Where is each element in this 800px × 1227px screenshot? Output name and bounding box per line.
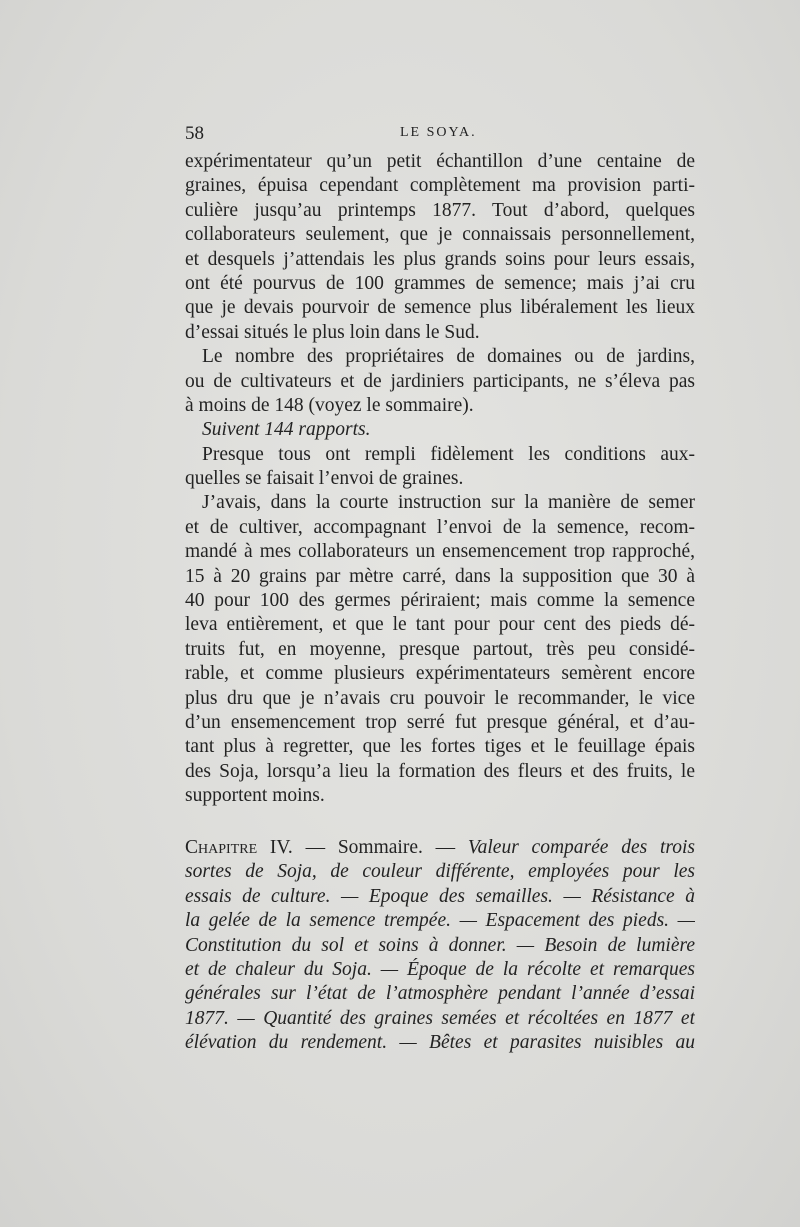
- text-line: Le nombre des propriétaires de domaines ou de jardins,: [202, 346, 695, 368]
- text-line: ont été pourvus de 100 grammes de semence; mais j’ai cru: [185, 272, 695, 294]
- text-line: à moins de 148 (voyez le sommaire).: [185, 394, 474, 416]
- text-line: collaborateurs seulement, que je connaissais personnellement,: [185, 224, 695, 246]
- text-line: tant plus à regretter, que les fortes tiges et le feuillage épais: [185, 736, 695, 758]
- text-line: J’avais, dans la courte instruction sur la manière de semer: [202, 492, 695, 514]
- text-line: des Soja, lorsqu’a lieu la formation des fleurs et des fruits, le: [185, 760, 695, 782]
- text-line: Suivent 144 rapports.: [202, 419, 371, 441]
- page-number: 58: [185, 123, 204, 144]
- text-line: graines, épuisa cependant complètement ma provision parti-: [185, 175, 695, 197]
- summary-line: générales sur l’état de l’atmosphère pendant l’année d’essai: [185, 983, 695, 1005]
- text-line: 40 pour 100 des germes périraient; mais comme la semence: [185, 590, 695, 612]
- summary-line: sortes de Soja, de couleur différente, employées pour les: [185, 861, 695, 883]
- text-line: et desquels j’attendais les plus grands soins pour leurs essais,: [185, 248, 695, 270]
- chapter-dash: — Sommaire. —: [305, 837, 456, 858]
- text-line: supportent moins.: [185, 785, 325, 807]
- summary-line: essais de culture. — Epoque des semailles. — Résistance à: [185, 885, 695, 907]
- text-line: d’essai situés le plus loin dans le Sud.: [185, 321, 480, 343]
- chapter-summary: [185, 836, 695, 1056]
- summary-line: élévation du rendement. — Bêtes et parasites nuisibles au: [185, 1032, 695, 1054]
- text-line: truits fut, en moyenne, presque partout, très peu considé-: [185, 638, 695, 660]
- summary-text: Valeur comparée des trois: [467, 837, 695, 858]
- text-line: et de cultiver, accompagnant l’envoi de la semence, recom-: [185, 516, 695, 538]
- text-line: culière jusqu’au printemps 1877. Tout d’abord, quelques: [185, 199, 695, 221]
- text-line: rable, et comme plusieurs expérimentateurs semèrent encore: [185, 663, 695, 685]
- summary-line: et de chaleur du Soja. — Époque de la récolte et remarques: [185, 958, 695, 980]
- text-line: d’un ensemencement trop serré fut presque général, et d’au-: [185, 711, 695, 733]
- page-header: [185, 123, 695, 147]
- chapter-heading-line: [185, 836, 695, 860]
- text-line: 15 à 20 grains par mètre carré, dans la supposition que 30 à: [185, 565, 695, 587]
- text-line: mandé à mes collaborateurs un ensemencement trop rapproché,: [185, 541, 695, 563]
- text-line: que je devais pourvoir de semence plus libéralement les lieux: [185, 297, 695, 319]
- text-line: plus dru que je n’avais cru pouvoir le recommander, le vice: [185, 687, 695, 709]
- running-head: LE SOYA.: [400, 125, 477, 140]
- summary-line: la gelée de la semence trempée. — Espacement des pieds. —: [185, 910, 695, 932]
- chapter-label: Chapitre IV.: [185, 837, 293, 858]
- summary-line: Constitution du sol et soins à donner. — Besoin de lumière: [185, 934, 695, 956]
- text-line: leva entièrement, et que le tant pour pour cent des pieds dé-: [185, 614, 695, 636]
- text-line: ou de cultivateurs et de jardiniers participants, ne s’éleva pas: [185, 370, 695, 392]
- summary-line: 1877. — Quantité des graines semées et récoltées en 1877 et: [185, 1007, 695, 1029]
- text-line: Presque tous ont rempli fidèlement les conditions aux-: [202, 443, 695, 465]
- text-line: quelles se faisait l’envoi de graines.: [185, 468, 464, 490]
- text-line: expérimentateur qu’un petit échantillon d’une centaine de: [185, 151, 695, 172]
- body-text: [185, 150, 695, 809]
